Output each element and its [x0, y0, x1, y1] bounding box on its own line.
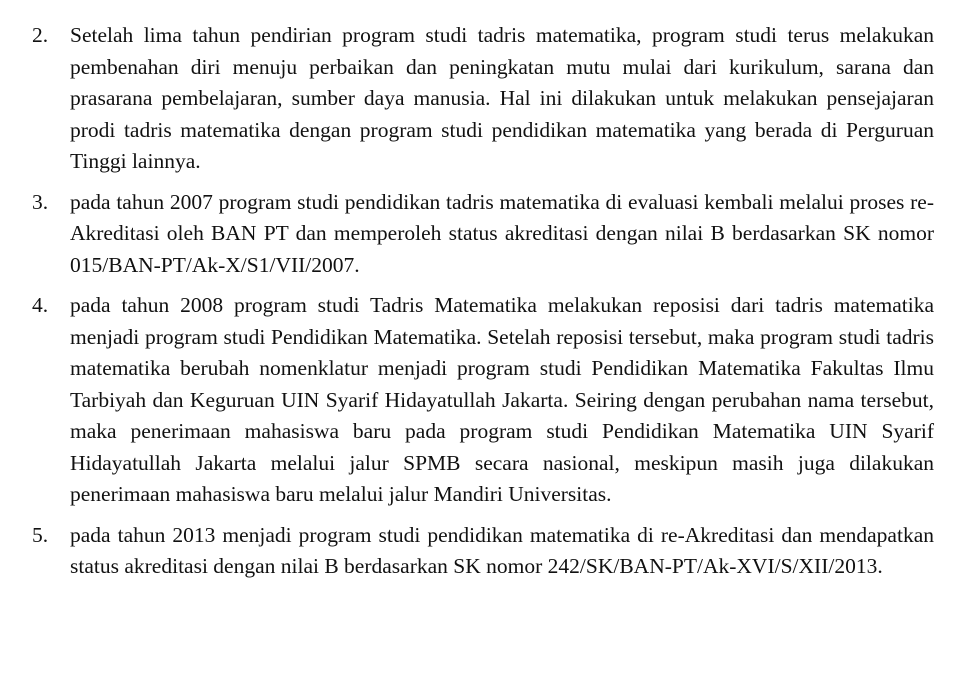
list-item-number: 4. [32, 293, 49, 317]
list-item-text: pada tahun 2007 program studi pendidikan tadris matematika di evaluasi kembali melalui proses re-Akreditasi oleh BAN PT dan memperoleh status akreditasi dengan nilai B berdasarkan SK nomor 015/BAN-PT/Ak-X/S1/VII/2007. [70, 189, 934, 277]
list-item-5 [0, 520, 934, 583]
list-item-4 [0, 290, 934, 511]
list-item-text: pada tahun 2008 program studi Tadris Matematika melakukan reposisi dari tadris matematika menjadi program studi Pendidikan Matematika. Setelah reposisi tersebut, maka program studi tadris matematika berubah nomenklatur menjadi program studi Pendidikan Matematika Fakultas Ilmu Tarbiyah dan Keguruan UIN Syarif Hidayatullah Jakarta. Seiring dengan perubahan nama tersebut, maka penerimaan mahasiswa baru pada program studi Pendidikan Matematika UIN Syarif Hidayatullah Jakarta melalui jalur SPMB secara nasional, meskipun masih juga dilakukan penerimaan mahasiswa baru melalui jalur Mandiri Universitas. [70, 293, 934, 506]
list-item-number: 5. [32, 522, 49, 547]
list-item-text: pada tahun 2013 menjadi program studi pendidikan matematika di re-Akreditasi dan mendapatkan status akreditasi dengan nilai B berdasarkan SK nomor 242/SK/BAN-PT/Ak-XVI/S/XII/2013. [70, 522, 934, 578]
cut-off-previous-line [70, 0, 934, 6]
list-item-number: 3. [32, 189, 49, 214]
list-item-number: 2. [32, 23, 49, 47]
list-item-2 [0, 20, 934, 178]
list-item-text: Setelah lima tahun pendirian program studi tadris matematika, program studi terus melakukan pembenahan diri menuju perbaikan dan peningkatan mutu mulai dari kurikulum, sarana dan prasarana pembelajaran, sumber daya manusia. Hal ini dilakukan untuk melakukan pensejajaran prodi tadris matematika dengan program studi pendidikan matematika yang berada di Perguruan Tinggi lainnya. [70, 23, 934, 173]
numbered-list [0, 20, 975, 592]
list-item-3 [0, 187, 934, 282]
